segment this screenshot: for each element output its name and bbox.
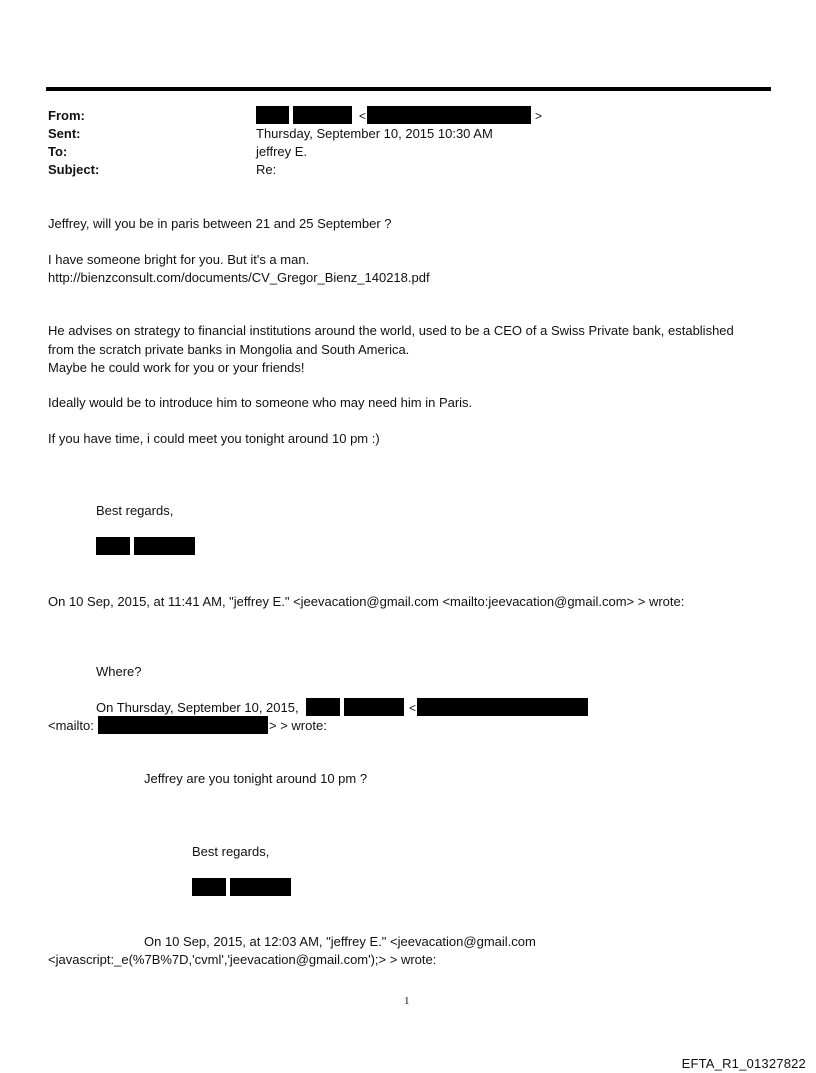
to-value: jeffrey E. [256,144,308,159]
redacted-nested-email [417,698,588,716]
nested-wrote-suffix: > > wrote: [269,718,327,733]
quote-message-tonight: Jeffrey are you tonight around 10 pm ? [144,771,368,786]
nested-attribution-start: On Thursday, September 10, 2015, [96,700,299,715]
nested-open-bracket: < [409,701,417,715]
body-line-8: If you have time, i could meet you tonight around 10 pm :) [48,431,380,446]
quote-reply-where: Where? [96,664,142,679]
redacted-nested-mailto [98,716,268,734]
from-close-bracket: > [535,109,543,123]
page-number: 1 [404,995,410,1007]
redacted-quote-signature-first [192,878,226,896]
quote-attribution-2-line-2: <javascript:_e(%7B%7D,'cvml','jeevacation@gmail.com');> > wrote: [48,952,437,967]
quote-best-regards: Best regards, [192,844,270,859]
signoff-best-regards: Best regards, [96,503,174,518]
header-rule [46,87,771,91]
nested-mailto-prefix: <mailto: [48,718,94,733]
document-id: EFTA_R1_01327822 [681,1056,806,1071]
sent-label: Sent: [48,126,81,141]
redacted-sender-email [367,106,531,124]
quote-attribution-1: On 10 Sep, 2015, at 11:41 AM, "jeffrey E." <jeevacation@gmail.com <mailto:jeevacation@gmail.com> > wrote: [48,594,685,609]
body-line-6: Maybe he could work for you or your friends! [48,360,305,375]
redacted-sender-first-name [256,106,289,124]
body-line-4: He advises on strategy to financial institutions around the world, used to be a CEO of a Swiss Private bank, established [48,323,734,338]
subject-value: Re: [256,162,277,177]
body-line-1: Jeffrey, will you be in paris between 21 and 25 September ? [48,216,392,231]
from-open-bracket: < [359,109,367,123]
subject-label: Subject: [48,162,100,177]
body-link-cv: http://bienzconsult.com/documents/CV_Gregor_Bienz_140218.pdf [48,270,430,285]
redacted-signature-first [96,537,130,555]
body-line-2: I have someone bright for you. But it's a man. [48,252,310,267]
redacted-sender-last-name [293,106,352,124]
quote-attribution-2-line-1: On 10 Sep, 2015, at 12:03 AM, "jeffrey E." <jeevacation@gmail.com [144,934,536,949]
to-label: To: [48,144,68,159]
redacted-nested-last-name [344,698,404,716]
body-line-5: from the scratch private banks in Mongolia and South America. [48,342,410,357]
redacted-quote-signature-last [230,878,291,896]
body-line-7: Ideally would be to introduce him to someone who may need him in Paris. [48,395,473,410]
from-label: From: [48,108,85,123]
redacted-nested-first-name [306,698,340,716]
sent-value: Thursday, September 10, 2015 10:30 AM [256,126,493,141]
redacted-signature-last [134,537,195,555]
